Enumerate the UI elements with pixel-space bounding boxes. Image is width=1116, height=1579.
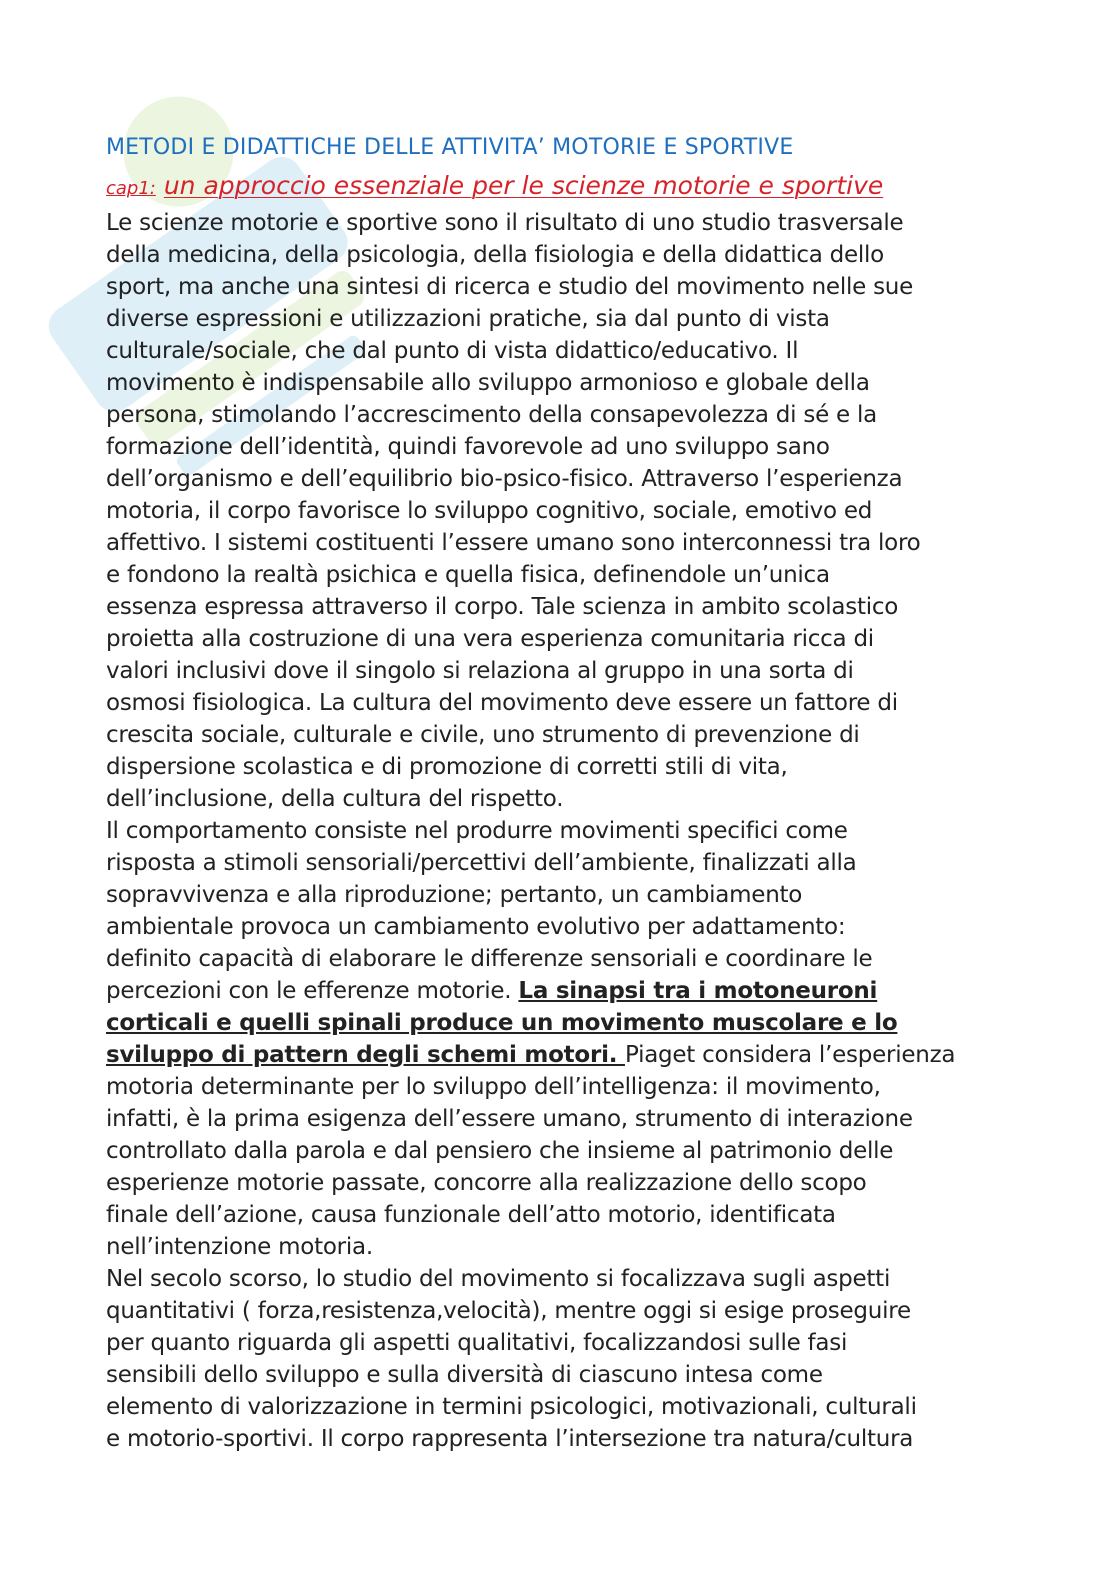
text-line: definito capacità di elaborare le differenze sensoriali e coordinare le <box>106 946 873 972</box>
text-line: diverse espressioni e utilizzazioni pratiche, sia dal punto di vista <box>106 306 830 332</box>
text-line: dell’organismo e dell’equilibrio bio-psico-fisico. Attraverso l’esperienza <box>106 466 903 492</box>
text-line: della medicina, della psicologia, della fisiologia e della didattica dello <box>106 242 884 268</box>
text-line: nell’intenzione motoria. <box>106 1234 373 1260</box>
emphasis-text: corticali e quelli spinali produce un movimento muscolare e lo <box>106 1010 898 1036</box>
text-line: Nel secolo scorso, lo studio del movimento si focalizzava sugli aspetti <box>106 1266 891 1292</box>
text-line: motoria, il corpo favorisce lo sviluppo cognitivo, sociale, emotivo ed <box>106 498 873 524</box>
text-line-mixed <box>106 975 1006 1007</box>
text-line: formazione dell’identità, quindi favorevole ad uno sviluppo sano <box>106 434 830 460</box>
text-segment: Piaget considera l’esperienza <box>624 1042 956 1068</box>
text-line: infatti, è la prima esigenza dell’essere umano, strumento di interazione <box>106 1106 913 1132</box>
text-line: dispersione scolastica e di promozione di corretti stili di vita, <box>106 754 788 780</box>
text-line: culturale/sociale, che dal punto di vista didattico/educativo. Il <box>106 338 799 364</box>
document-title: METODI E DIDATTICHE DELLE ATTIVITA’ MOTORIE E SPORTIVE <box>106 135 794 160</box>
text-line: sport, ma anche una sintesi di ricerca e studio del movimento nelle sue <box>106 274 914 300</box>
text-line: dell’inclusione, della cultura del rispetto. <box>106 786 564 812</box>
paragraph-3 <box>106 1263 1006 1455</box>
text-line: quantitativi ( forza,resistenza,velocità), mentre oggi si esige proseguire <box>106 1298 911 1324</box>
text-line: sensibili dello sviluppo e sulla diversità di ciascuno intesa come <box>106 1362 823 1388</box>
text-line: finale dell’azione, causa funzionale dell’atto motorio, identificata <box>106 1202 836 1228</box>
text-line: valori inclusivi dove il singolo si relaziona al gruppo in una sorta di <box>106 658 854 684</box>
text-line: movimento è indispensabile allo sviluppo armonioso e globale della <box>106 370 870 396</box>
text-segment: percezioni con le efferenze motorie. <box>106 978 519 1004</box>
text-line: per quanto riguarda gli aspetti qualitativi, focalizzandosi sulle fasi <box>106 1330 848 1356</box>
text-line-bold <box>106 1007 1006 1039</box>
text-line: elemento di valorizzazione in termini psicologici, motivazionali, culturali <box>106 1394 917 1420</box>
text-line: motoria determinante per lo sviluppo dell’intelligenza: il movimento, <box>106 1074 881 1100</box>
chapter-title: un approccio essenziale per le scienze motorie e sportive <box>163 171 884 200</box>
text-line: persona, stimolando l’accrescimento della consapevolezza di sé e la <box>106 402 877 428</box>
text-line-mixed <box>106 1039 1006 1071</box>
text-line: affettivo. I sistemi costituenti l’essere umano sono interconnessi tra loro <box>106 530 921 556</box>
text-line: e motorio-sportivi. Il corpo rappresenta l’intersezione tra natura/cultura <box>106 1426 914 1452</box>
chapter-label: cap1: <box>106 178 156 199</box>
paragraph-2 <box>106 815 1006 1263</box>
text-line: sopravvivenza e alla riproduzione; pertanto, un cambiamento <box>106 882 803 908</box>
text-line: ambientale provoca un cambiamento evolutivo per adattamento: <box>106 914 846 940</box>
emphasis-text: La sinapsi tra i motoneuroni <box>518 978 878 1004</box>
paragraph-1 <box>106 207 1006 815</box>
text-line: crescita sociale, culturale e civile, uno strumento di prevenzione di <box>106 722 860 748</box>
text-line: controllato dalla parola e dal pensiero che insieme al patrimonio delle <box>106 1138 894 1164</box>
document-body <box>106 130 1006 1455</box>
text-line: risposta a stimoli sensoriali/percettivi dell’ambiente, finalizzati alla <box>106 850 857 876</box>
text-line: esperienze motorie passate, concorre alla realizzazione dello scopo <box>106 1170 867 1196</box>
text-line: proietta alla costruzione di una vera esperienza comunitaria ricca di <box>106 626 874 652</box>
chapter-heading <box>106 166 1006 209</box>
emphasis-text: sviluppo di pattern degli schemi motori. <box>106 1042 625 1068</box>
text-line: e fondono la realtà psichica e quella fisica, definendole un’unica <box>106 562 830 588</box>
text-line: essenza espressa attraverso il corpo. Tale scienza in ambito scolastico <box>106 594 899 620</box>
text-line: Il comportamento consiste nel produrre movimenti specifici come <box>106 818 848 844</box>
text-line: osmosi fisiologica. La cultura del movimento deve essere un fattore di <box>106 690 898 716</box>
text-line: Le scienze motorie e sportive sono il risultato di uno studio trasversale <box>106 210 904 236</box>
